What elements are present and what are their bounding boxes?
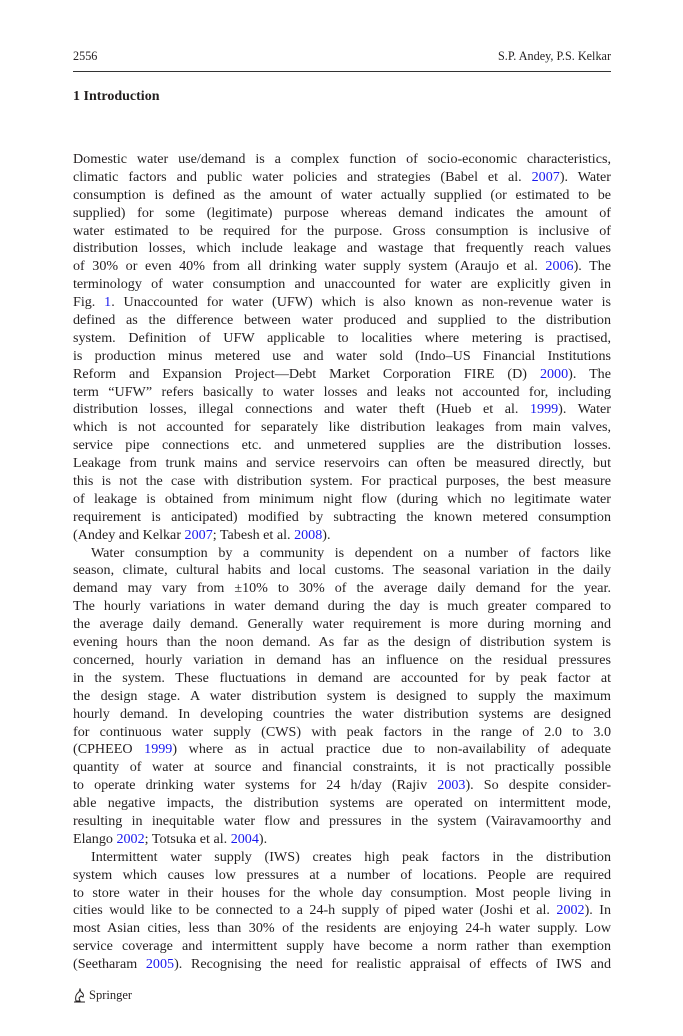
text-line — [73, 258, 611, 276]
text-line — [73, 688, 611, 706]
text-segment: service pipe connections etc. and unmetered supplies are the distribution losses. — [73, 437, 611, 454]
text-segment: ). In — [584, 902, 611, 919]
text-line — [73, 169, 611, 187]
text-line — [73, 902, 611, 920]
text-segment: this is not the case with distribution system. For practical purposes, the best measure — [73, 473, 611, 490]
text-segment: to store water in their houses for the whole day consumption. Most people living in — [73, 884, 611, 901]
text-segment: able negative impacts, the distribution systems are operated on intermittent mode, — [73, 795, 611, 812]
text-line — [73, 151, 611, 169]
text-segment: consumption is defined as the amount of water actually supplied (or estimated to be — [73, 186, 611, 203]
publisher-name: Springer — [89, 988, 133, 1002]
text-segment: the design stage. A water distribution system is designed to supply the maximum — [73, 687, 611, 704]
citation-link[interactable]: 1 — [104, 294, 112, 311]
text-segment: Water consumption by a community is dependent on a number of factors like — [91, 544, 611, 561]
text-segment: term “UFW” refers basically to water losses and leaks not accounted for, including — [73, 383, 611, 400]
text-segment: distribution losses, which include leakage and wastage that frequently reach values — [73, 240, 611, 257]
text-segment: ). The — [568, 365, 611, 382]
springer-horse-icon — [73, 988, 86, 1003]
text-segment: ). — [322, 526, 331, 543]
text-line — [73, 419, 611, 437]
text-line — [73, 527, 611, 545]
text-line — [73, 294, 611, 312]
text-segment: resulting in inequitable water flow and pressures in the system (Vairavamoorthy and — [73, 812, 611, 829]
paragraph — [73, 151, 611, 545]
text-line — [73, 580, 611, 598]
text-segment: ). The — [573, 258, 611, 275]
text-segment: of leakage is obtained from minimum night flow (during which no legitimate water — [73, 490, 611, 507]
text-line — [73, 724, 611, 742]
text-segment: concerned, hourly variation in demand has an influence on the residual pressures — [73, 651, 611, 668]
text-line — [73, 276, 611, 294]
text-line — [73, 706, 611, 724]
footer — [73, 988, 132, 1003]
citation-link[interactable]: 2007 — [184, 526, 213, 543]
citation-link[interactable]: 2007 — [531, 168, 560, 185]
text-segment: Fig. — [73, 294, 105, 311]
running-header — [73, 49, 611, 64]
text-segment: Reform and Expansion Project—Debt Market Corporation FIRE (D) — [73, 365, 540, 382]
citation-link[interactable]: 1999 — [529, 401, 559, 418]
text-line — [73, 813, 611, 831]
text-line — [73, 795, 611, 813]
text-line — [73, 223, 611, 241]
citation-link[interactable]: 2004 — [230, 830, 259, 847]
citation-link[interactable]: 2002 — [116, 830, 145, 847]
text-segment: climatic factors and public water policies and strategies (Babel et al. — [73, 168, 532, 185]
text-line — [73, 312, 611, 330]
text-segment: (Seetharam — [73, 956, 146, 973]
text-line — [73, 366, 611, 384]
running-authors: S.P. Andey, P.S. Kelkar — [498, 49, 611, 63]
text-segment: ). So despite consider- — [465, 777, 612, 794]
citation-link[interactable]: 2008 — [294, 526, 323, 543]
text-segment: hourly demand. In developing countries the water distribution systems are designed — [73, 705, 611, 722]
text-segment: in the system. These fluctuations in demand are accounted for by peak factor at — [73, 669, 611, 686]
citation-link[interactable]: 2000 — [539, 365, 569, 382]
text-segment: demand may vary from ±10% to 30% of the average daily demand for the year. — [73, 580, 611, 597]
text-line — [73, 956, 611, 974]
text-segment: Intermittent water supply (IWS) creates high peak factors in the distribution — [91, 848, 611, 865]
text-segment: distribution losses, illegal connections and water theft (Hueb et al. — [73, 401, 530, 418]
text-segment: evening hours than the noon demand. As far as the design of distribution system is — [73, 634, 611, 651]
text-line — [73, 455, 611, 473]
text-line — [73, 562, 611, 580]
text-segment: system. Definition of UFW applicable to localities where metering is practised, — [73, 329, 611, 346]
text-line — [73, 187, 611, 205]
header-rule — [73, 71, 611, 72]
paragraph — [73, 545, 611, 849]
text-line — [73, 509, 611, 527]
text-line — [73, 616, 611, 634]
text-line — [73, 384, 611, 402]
text-line — [73, 437, 611, 455]
text-line — [73, 545, 611, 563]
text-line — [73, 330, 611, 348]
text-segment: Domestic water use/demand is a complex function of socio-economic characteristics, — [73, 151, 611, 167]
text-segment: Leakage from trunk mains and service reservoirs can often be measured directly, but — [73, 455, 611, 472]
text-line — [73, 867, 611, 885]
text-segment: of 30% or even 40% from all drinking water supply system (Araujo et al. — [73, 258, 546, 275]
text-segment: defined as the difference between water produced and supplied to the distribution — [73, 312, 611, 329]
text-segment: water estimated to be required for the purpose. Gross consumption is inclusive of — [73, 222, 611, 239]
text-segment: ; Tabesh et al. — [212, 526, 295, 543]
text-line — [73, 885, 611, 903]
text-segment: which is not accounted for separately like distribution leakages from main valves, — [73, 419, 611, 436]
text-segment: to operate drinking water systems for 24 h/day (Rajiv — [73, 777, 438, 794]
text-line — [73, 598, 611, 616]
text-segment: the average daily demand. Generally water requirement is more during morning and — [73, 616, 611, 633]
text-line — [73, 938, 611, 956]
citation-link[interactable]: 2003 — [437, 777, 466, 794]
text-line — [73, 205, 611, 223]
text-line — [73, 670, 611, 688]
citation-link[interactable]: 2006 — [545, 258, 574, 275]
text-segment: ). — [258, 830, 268, 847]
text-segment: Elango — [73, 830, 117, 847]
text-segment: . Unaccounted for water (UFW) which is also known as non-revenue water is — [111, 294, 611, 311]
text-segment: is production minus metered use and water sold (Indo–US Financial Institutions — [73, 347, 611, 364]
text-segment: most Asian cities, less than 30% of the residents are enjoying 24-h water supply. Low — [73, 920, 611, 937]
text-segment: for continuous water supply (CWS) with peak factors in the range of 2.0 to 3.0 — [73, 723, 611, 740]
text-line — [73, 652, 611, 670]
body-text — [73, 151, 611, 974]
page-number: 2556 — [73, 49, 98, 63]
text-segment: service coverage and intermittent supply have become a norm rather than exemption — [73, 938, 611, 955]
paragraph — [73, 849, 611, 974]
text-segment: ) where as in actual practice due to non-availability of adequate — [172, 741, 611, 758]
text-segment: (Andey and Kelkar — [73, 526, 185, 543]
text-line — [73, 831, 611, 849]
text-segment: The hourly variations in water demand during the day is much greater compared to — [73, 598, 611, 615]
text-line — [73, 473, 611, 491]
text-line — [73, 634, 611, 652]
text-line — [73, 741, 611, 759]
text-line — [73, 401, 611, 419]
text-line — [73, 240, 611, 258]
text-segment: quantity of water at source and financial constraints, it is not practically possible — [73, 759, 611, 776]
text-segment: cities would like to be connected to a 24-h supply of piped water (Joshi et al. — [73, 902, 557, 919]
text-line — [73, 491, 611, 509]
citation-link[interactable]: 2002 — [556, 902, 585, 919]
text-line — [73, 849, 611, 867]
text-segment: supplied) for some (legitimate) purpose whereas demand indicates the amount of — [73, 204, 611, 221]
text-segment: (CPHEEO — [73, 741, 145, 758]
citation-link[interactable]: 1999 — [144, 741, 173, 758]
text-segment: ). Recognising the need for realistic appraisal of effects of IWS and — [174, 956, 611, 973]
text-segment: ). Water — [558, 401, 611, 418]
text-segment: terminology of water consumption and unaccounted for water are explicitly given in — [73, 276, 611, 293]
citation-link[interactable]: 2005 — [145, 956, 175, 973]
text-segment: ). Water — [559, 168, 611, 185]
text-segment: season, climate, cultural habits and local customs. The seasonal variation in the daily — [73, 562, 611, 579]
section-heading: 1 Introduction — [73, 89, 160, 104]
text-segment: system which causes low pressures at a number of locations. People are required — [73, 866, 611, 883]
text-line — [73, 777, 611, 795]
text-segment: requirement is anticipated) modified by subtracting the known metered consumption — [73, 508, 611, 525]
text-segment: ; Totsuka et al. — [144, 830, 231, 847]
text-line — [73, 920, 611, 938]
text-line — [73, 348, 611, 366]
text-line — [73, 759, 611, 777]
